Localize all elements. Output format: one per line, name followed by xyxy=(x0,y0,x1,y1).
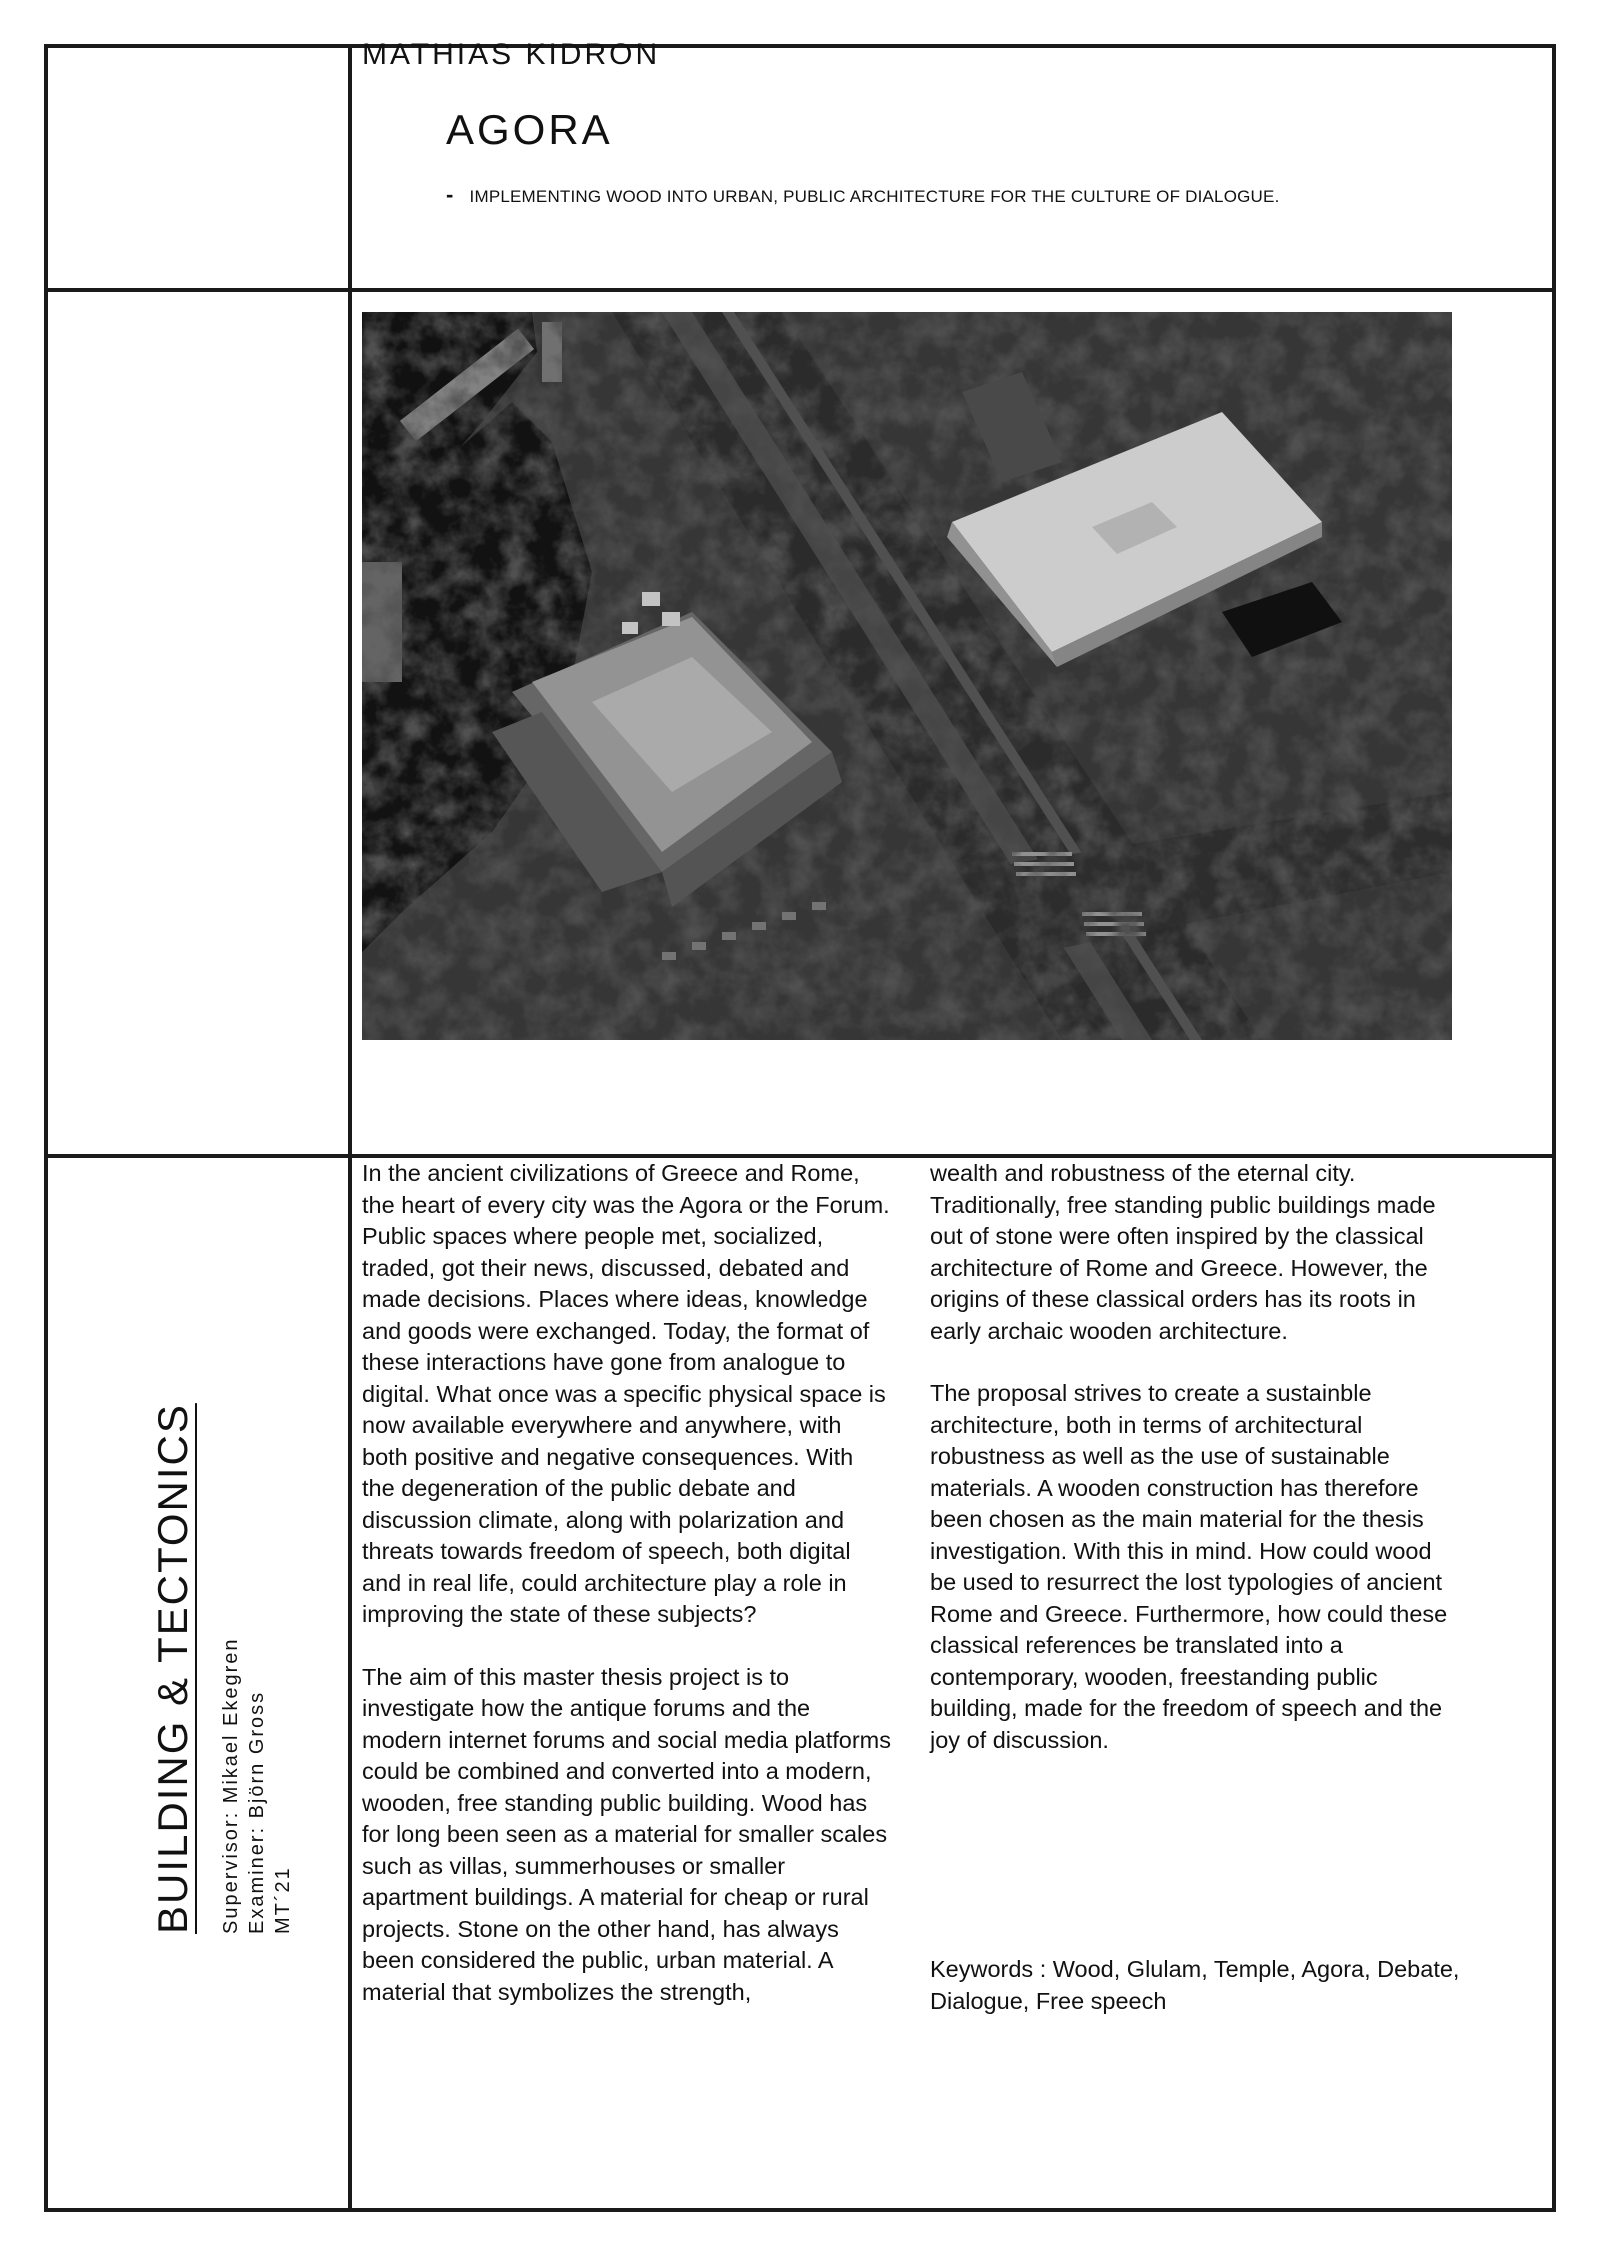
paragraph: The aim of this master thesis project is to investigate how the antique forums and the modern internet forums and social media platforms could be combined and converted into a modern, wooden, free standing public building. Wood has for long been seen as a material for smaller scales such as villas, summerhouses or smaller apartment buildings. A material for cheap or rural projects. Stone on the other hand, has always been considered the public, urban material. A material that symbolizes the strength, xyxy=(362,1663,891,2005)
examiner-line: Examiner: Björn Gross xyxy=(246,1690,269,1934)
supervisor-line: Supervisor: Mikael Ekegren xyxy=(220,1637,243,1934)
text-column-right xyxy=(930,1158,1460,1787)
keywords: Keywords : Wood, Glulam, Temple, Agora, Debate, Dialogue, Free speech xyxy=(930,1956,1460,2014)
project-subtitle xyxy=(446,182,1280,208)
program-name: BUILDING & TECTONICS xyxy=(149,1403,196,1934)
subtitle-text: IMPLEMENTING WOOD INTO URBAN, PUBLIC ARCHITECTURE FOR THE CULTURE OF DIALOGUE. xyxy=(469,187,1280,206)
paragraph: The proposal strives to create a sustainble architecture, both in terms of architectural robustness as well as the use of sustainable materials. A wooden construction has therefore been chosen as the main material for the thesis investigation. With this in mind. How could wood be used to resurrect the lost typologies of ancient Rome and Greece. Furthermore, how could these classical references be translated into a contemporary, wooden, freestanding public building, made for the freedom of speech and the joy of discussion. xyxy=(930,1380,1448,1753)
project-title: AGORA xyxy=(446,106,613,153)
credits xyxy=(218,1094,296,1934)
sidebar xyxy=(150,1094,370,1934)
paragraph: wealth and robustness of the eternal city. Traditionally, free standing public buildings made out of stone were often inspired by the classical architecture of Rome and Greece. However, the origins of these classical orders has its roots in early archaic wooden architecture. xyxy=(930,1160,1436,1344)
aerial-photo xyxy=(362,312,1452,1040)
term-line: MT´21 xyxy=(272,1866,295,1934)
author-name: MATHIAS KIDRON xyxy=(362,38,661,71)
header-divider xyxy=(48,288,1552,292)
paragraph: In the ancient civilizations of Greece and Rome, the heart of every city was the Agora or the Forum. Public spaces where people met, socialized, traded, got their news, discussed, debated and made decisions. Places where ideas, knowledge and goods were exchanged. Today, the format of these interactions have gone from analogue to digital. What once was a specific physical space is now available everywhere and anywhere, with both positive and negative consequences. With the degeneration of the public debate and discussion climate, along with polarization and threats towards freedom of speech, both digital and in real life, could architecture play a role in improving the state of these subjects? xyxy=(362,1160,890,1627)
aerial-photo-icon xyxy=(362,312,1452,1040)
subtitle-dash: - xyxy=(446,182,454,207)
text-column-left xyxy=(362,1158,892,2039)
